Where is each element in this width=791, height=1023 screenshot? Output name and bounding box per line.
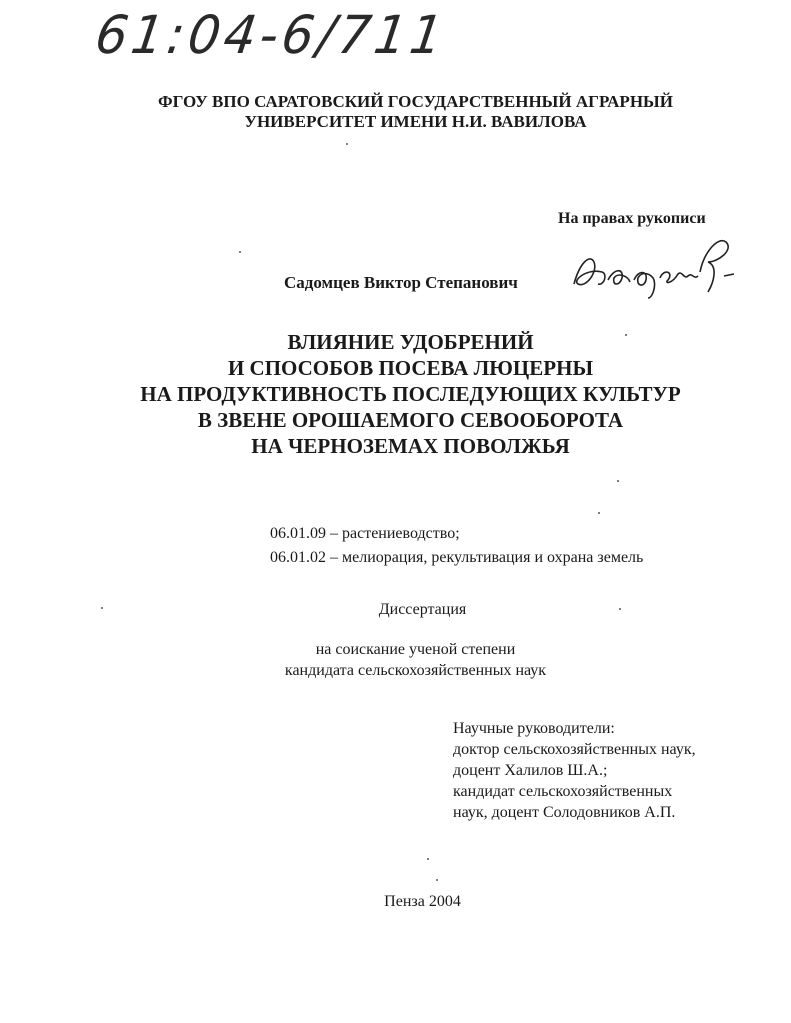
degree-line-1: на соискание ученой степени [315, 641, 516, 658]
scan-speck [346, 143, 348, 145]
scan-speck [101, 607, 103, 609]
scan-speck [617, 480, 619, 482]
degree-statement [0, 639, 791, 681]
supervisors-line-3: доцент Халилов Ш.А.; [453, 762, 608, 779]
supervisors-line-4: кандидат сельскохозяйственных [453, 783, 673, 800]
specialty-line-1: 06.01.09 – растениеводство; [270, 525, 460, 542]
author-signature [568, 232, 738, 302]
specialty-line-2: 06.01.02 – мелиорация, рекультивация и охрана земель [270, 549, 644, 566]
author-name: Садомцев Виктор Степанович [284, 273, 518, 292]
title-line-2: И СПОСОБОВ ПОСЕВА ЛЮЦЕРНЫ [227, 356, 594, 380]
document-type [0, 601, 791, 619]
rights-note: На правах рукописи [558, 210, 706, 227]
handwritten-catalog-code: 61:04-6/711 [91, 4, 451, 66]
scan-speck [619, 608, 621, 610]
scan-speck [436, 879, 438, 881]
title-line-1: ВЛИЯНИЕ УДОБРЕНИЙ [287, 330, 534, 354]
title-line-4: В ЗВЕНЕ ОРОШАЕМОГО СЕВООБОРОТА [197, 408, 624, 432]
institution-header [0, 92, 791, 132]
supervisors-line-1: Научные руководители: [453, 720, 615, 737]
title-line-3: НА ПРОДУКТИВНОСТЬ ПОСЛЕДУЮЩИХ КУЛЬТУР [140, 382, 681, 406]
dissertation-title [0, 329, 791, 459]
title-line-5: НА ЧЕРНОЗЕМАХ ПОВОЛЖЬЯ [251, 434, 570, 458]
supervisors-line-2: доктор сельскохозяйственных наук, [453, 741, 696, 758]
institution-line-1: ФГОУ ВПО САРАТОВСКИЙ ГОСУДАРСТВЕННЫЙ АГРАРНЫЙ [158, 92, 673, 111]
supervisors-line-5: наук, доцент Солодовников А.П. [453, 804, 676, 821]
document-type-label: Диссертация [378, 601, 467, 618]
scan-speck [598, 512, 600, 514]
scan-speck [625, 334, 627, 336]
city-year-label: Пенза 2004 [384, 893, 461, 910]
scientific-supervisors [453, 718, 696, 823]
specialty-codes [270, 522, 643, 570]
degree-line-2: кандидата сельскохозяйственных наук [284, 662, 547, 679]
scan-speck [239, 251, 241, 253]
scan-speck [427, 858, 429, 860]
institution-line-2: УНИВЕРСИТЕТ ИМЕНИ Н.И. ВАВИЛОВА [244, 112, 587, 131]
city-and-year [0, 893, 791, 911]
